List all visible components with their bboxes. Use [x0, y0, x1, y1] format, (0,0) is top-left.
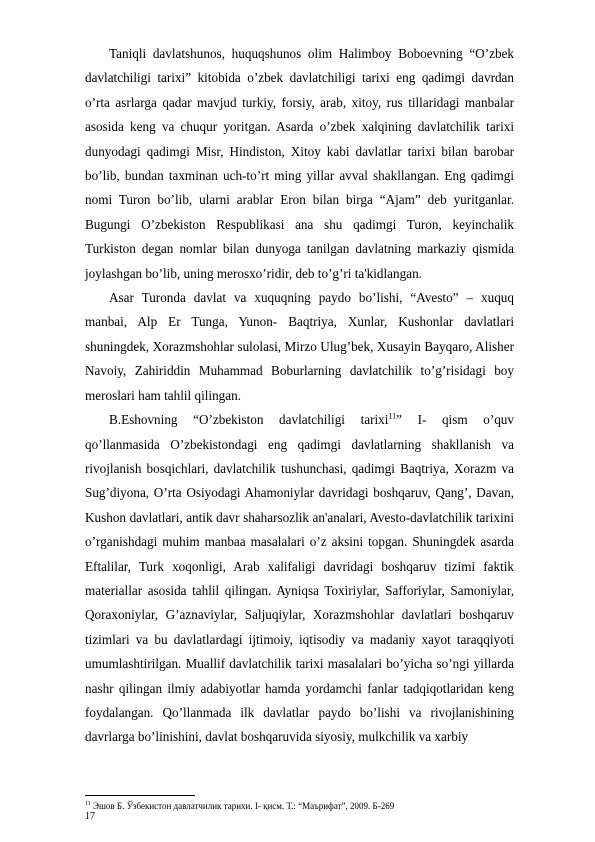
page-number: 17 — [85, 811, 95, 822]
footnote — [85, 798, 515, 812]
paragraph-3 — [85, 408, 514, 750]
footnote-separator — [85, 795, 195, 796]
paragraph-3-rest: ” I- qism o’quv qo’llanmasida O’zbekistondagi eng qadimgi davlatlarning shakllanish va rivojlanish bosqichlari, davlatchilik tushunchasi, qadimgi Baqtriya, Xorazm va Sug’diyona, O’rta Osiyodagi Ahamoniylar davridagi boshqaruv, Qang’, Davan, Kushon davlatlari, antik davr shaharsozlik an'analari, Avesto-davlatchilik tarixini o’rganishdagi muhim manbaa masalalari o’z aksini topgan. Shuningdek asarda Eftalilar, Turk xoqonligi, Arab xalifaligi davridagi boshqaruv tizimi faktik materiallar asosida tahlil qilingan. Ayniqsa Toxiriylar, Safforiylar, Samoniylar, Qoraxoniylar, G’aznaviylar, Saljuqiylar, Xorazmshohlar davlatlari boshqaruv tizimlari va bu davlatlardagi ijtimoiy, iqtisodiy va madaniy xayot taraqqiyoti umumlashtirilgan. Muallif davlatchilik tarixi masalalari bo’yicha so’ngi yillarda nashr qilingan ilmiy adabiyotlar hamda yordamchi fanlar tadqiqotlaridan keng foydalangan. Qo’llanmada ilk davlatlar paydo bo’lishi va rivojlanishining davrlarga bo’linishini, davlat boshqaruvida siyosiy, mulkchilik va xarbiy — [85, 412, 514, 745]
paragraph-3-start: B.Eshovning “O’zbekiston davlatchiligi tarixi — [109, 412, 389, 428]
footnote-mark: 11 — [85, 801, 91, 807]
footnote-reference[interactable]: 11 — [388, 411, 397, 421]
body-text — [85, 42, 514, 750]
paragraph-1: Taniqli davlatshunos, huquqshunos olim Halimboy Boboevning “O’zbek davlatchiligi tarixi” kitobida o’zbek davlatchiligi tarixi eng qadimgi davrdan o’rta asrlarga qadar mavjud turkiy, forsiy, arab, xitoy, rus tillaridagi manbalar asosida keng va chuqur yoritgan. Asarda o’zbek xalqining davlatchilik tarixi dunyodagi qadimgi Misr, Hindiston, Xitoy kabi davlatlar tarixi bilan barobar bo’lib, bundan taxminan uch-to’rt ming yillar avval shakllangan. Eng qadimgi nomi Turon bo’lib, ularni arablar Eron bilan birga “Ajam” deb yuritganlar. Bugungi O’zbekiston Respublikasi ana shu qadimgi Turon, keyinchalik Turkiston degan nomlar bilan dunyoga tanilgan davlatning markaziy qismida joylashgan bo’lib, uning merosxo’ridir, deb to’g’ri ta'kidlangan. — [85, 46, 514, 281]
paragraph-2: Asar Turonda davlat va xuquqning paydo bo’lishi, “Avesto” – xuquq manbai, Alp Er Tunga, Yunon- Baqtriya, Xunlar, Kushonlar davlatlari shuningdek, Xorazmshohlar sulolasi, Mirzo Ulug’bek, Xusayin Bayqaro, Alisher Navoiy, Zahiriddin Muhammad Boburlarning davlatchilik to’g’risidagi boy meroslari ham tahlil qilingan. — [85, 290, 514, 403]
footnote-text: Эшов Б. Ўзбекистон давлатчилик тарихи. I- қисм. Т.: “Маърифат”, 2009. Б-269 — [90, 801, 395, 811]
